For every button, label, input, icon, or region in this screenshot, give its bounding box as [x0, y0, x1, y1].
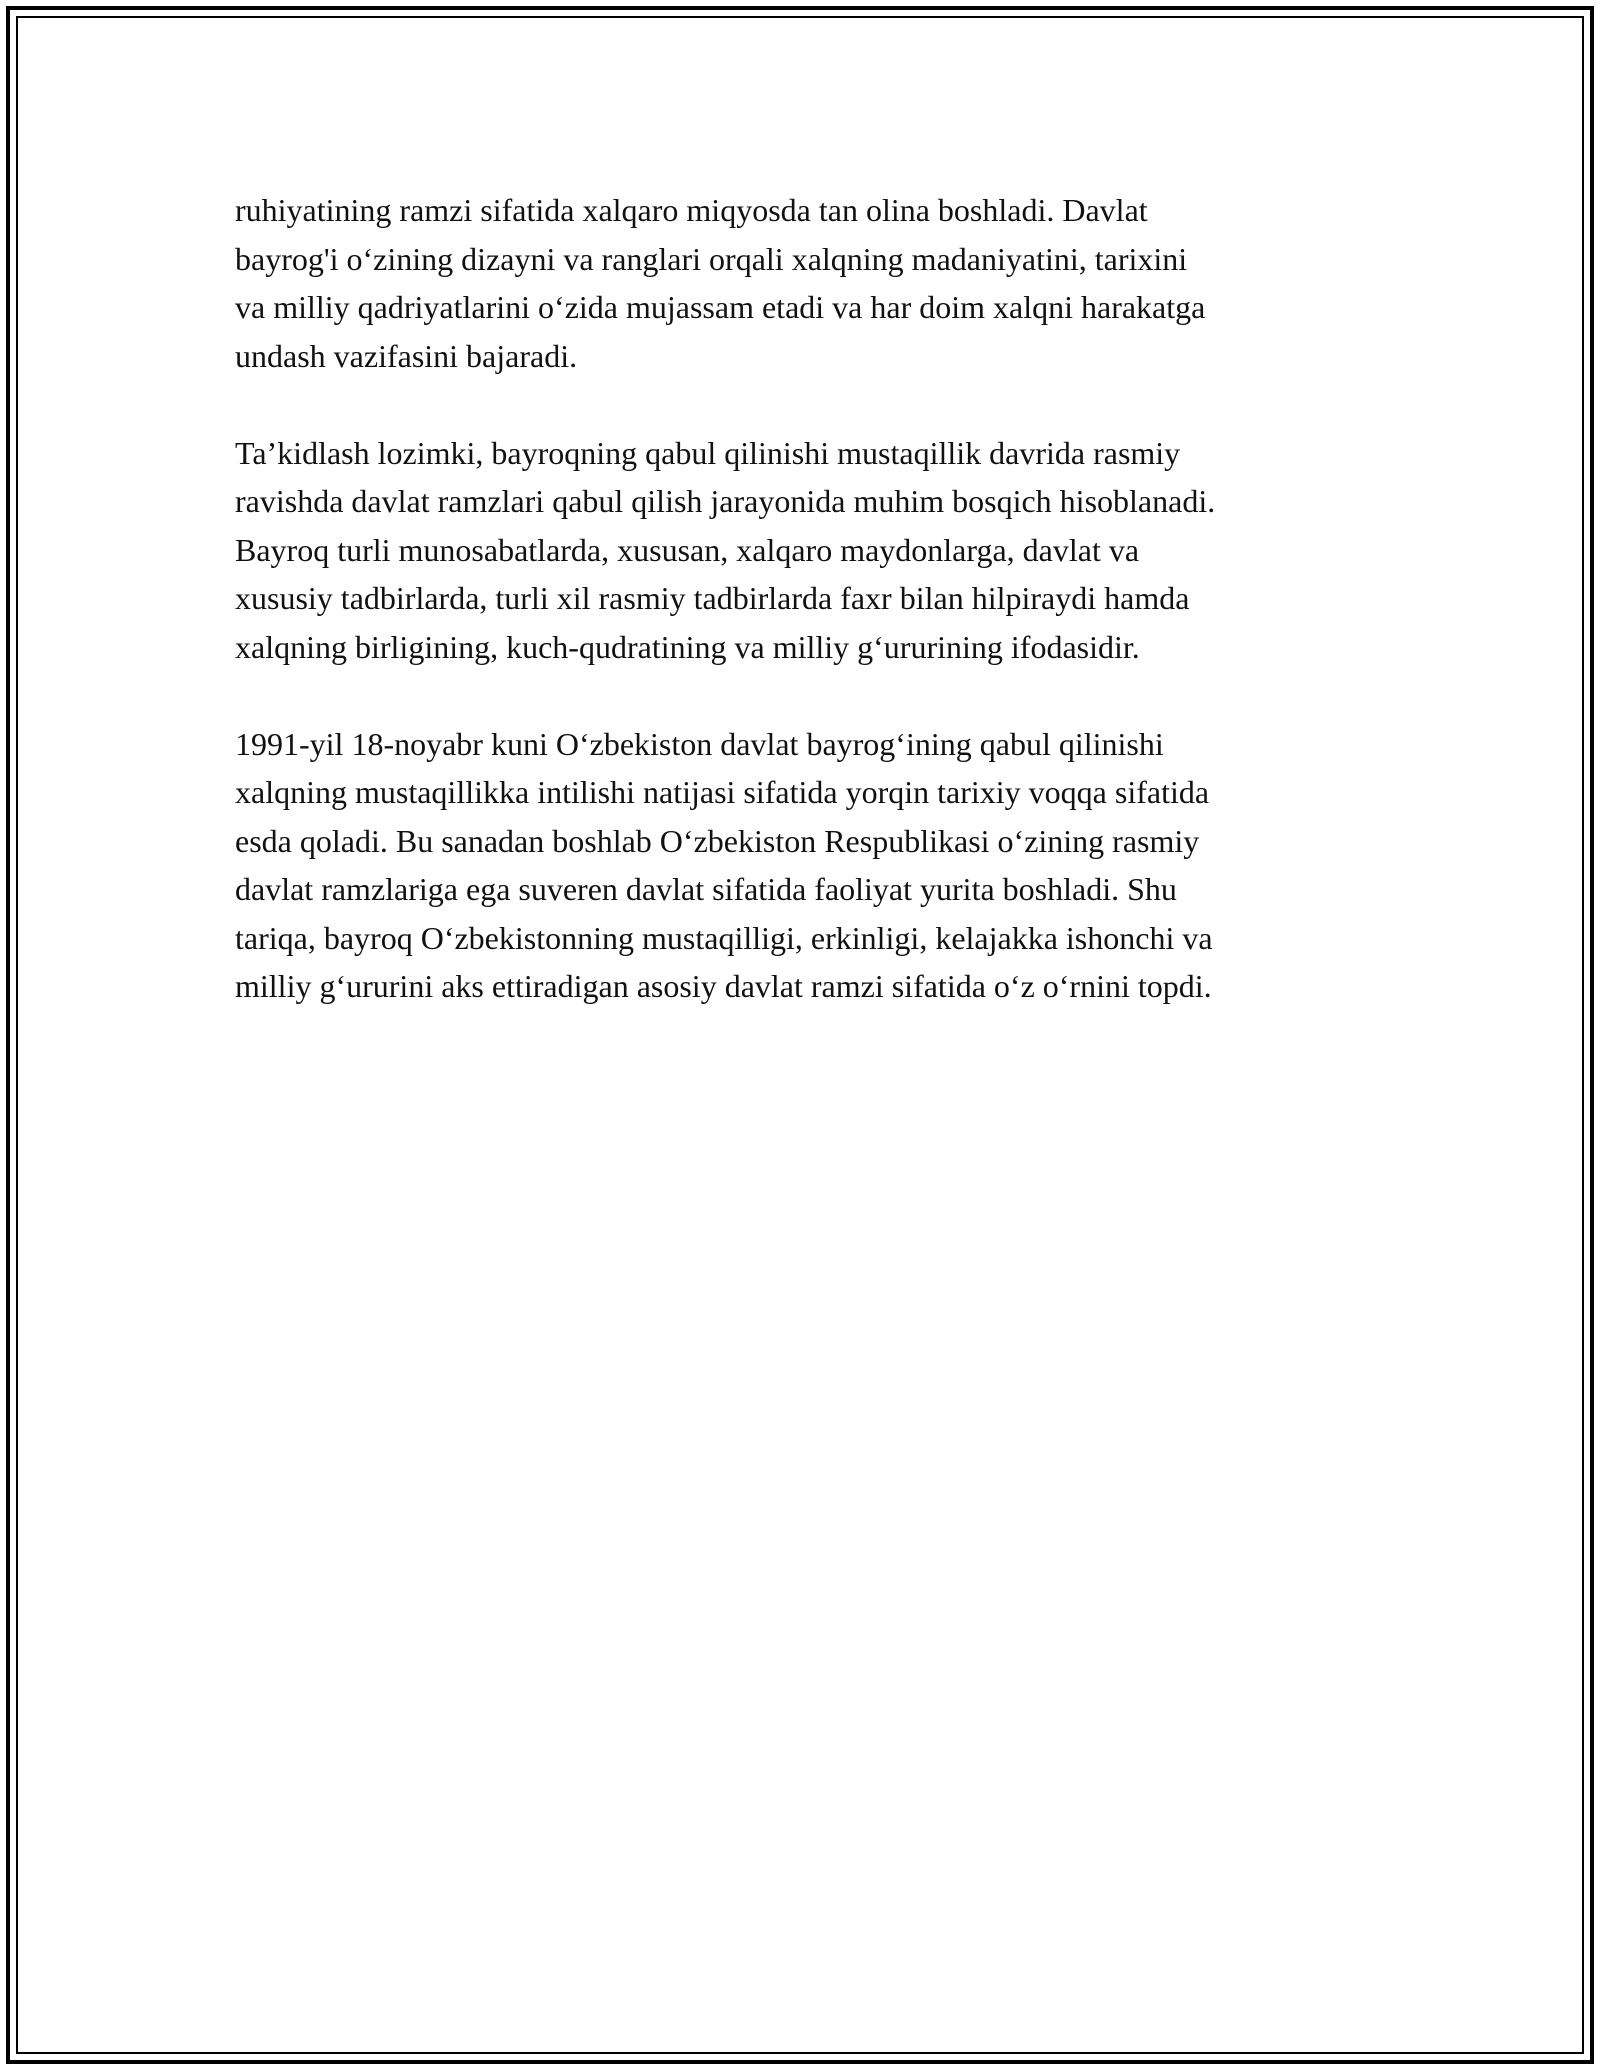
paragraph-3: 1991-yil 18-noyabr kuni O‘zbekiston davlat bayrog‘ining qabul qilinishi xalqning mustaqillikka intilishi natijasi sifatida yorqin tarixiy voqqa sifatida esda qoladi. Bu sanadan boshlab O‘zbekiston Respublikasi o‘zining rasmiy davlat ramzlariga ega suveren davlat sifatida faoliyat yurita boshladi. Shu tariqa, bayroq O‘zbekistonning mustaqilligi, erkinligi, kelajakka ishonchi va milliy g‘ururini aks ettiradigan asosiy davlat ramzi sifatida o‘z o‘rnini topdi. [235, 725, 1213, 1004]
document-body [235, 186, 1365, 1059]
paragraph-2: Ta’kidlash lozimki, bayroqning qabul qilinishi mustaqillik davrida rasmiy ravishda davlat ramzlari qabul qilish jarayonida muhim bosqich hisoblanadi. Bayroq turli munosabatlarda, xususan, xalqaro maydonlarga, davlat va xususiy tadbirlarda, turli xil rasmiy tadbirlarda faxr bilan hilpiraydi hamda xalqning birligining, kuch-qudratining va milliy g‘ururining ifodasidir. [235, 434, 1216, 665]
paragraph-1: ruhiyatining ramzi sifatida xalqaro miqyosda tan olina boshladi. Davlat bayrog'i o‘zining dizayni va ranglari orqali xalqning madaniyatini, tarixini va milliy qadriyatlarini o‘zida mujassam etadi va har doim xalqni harakatga undash vazifasini bajaradi. [235, 192, 1206, 374]
